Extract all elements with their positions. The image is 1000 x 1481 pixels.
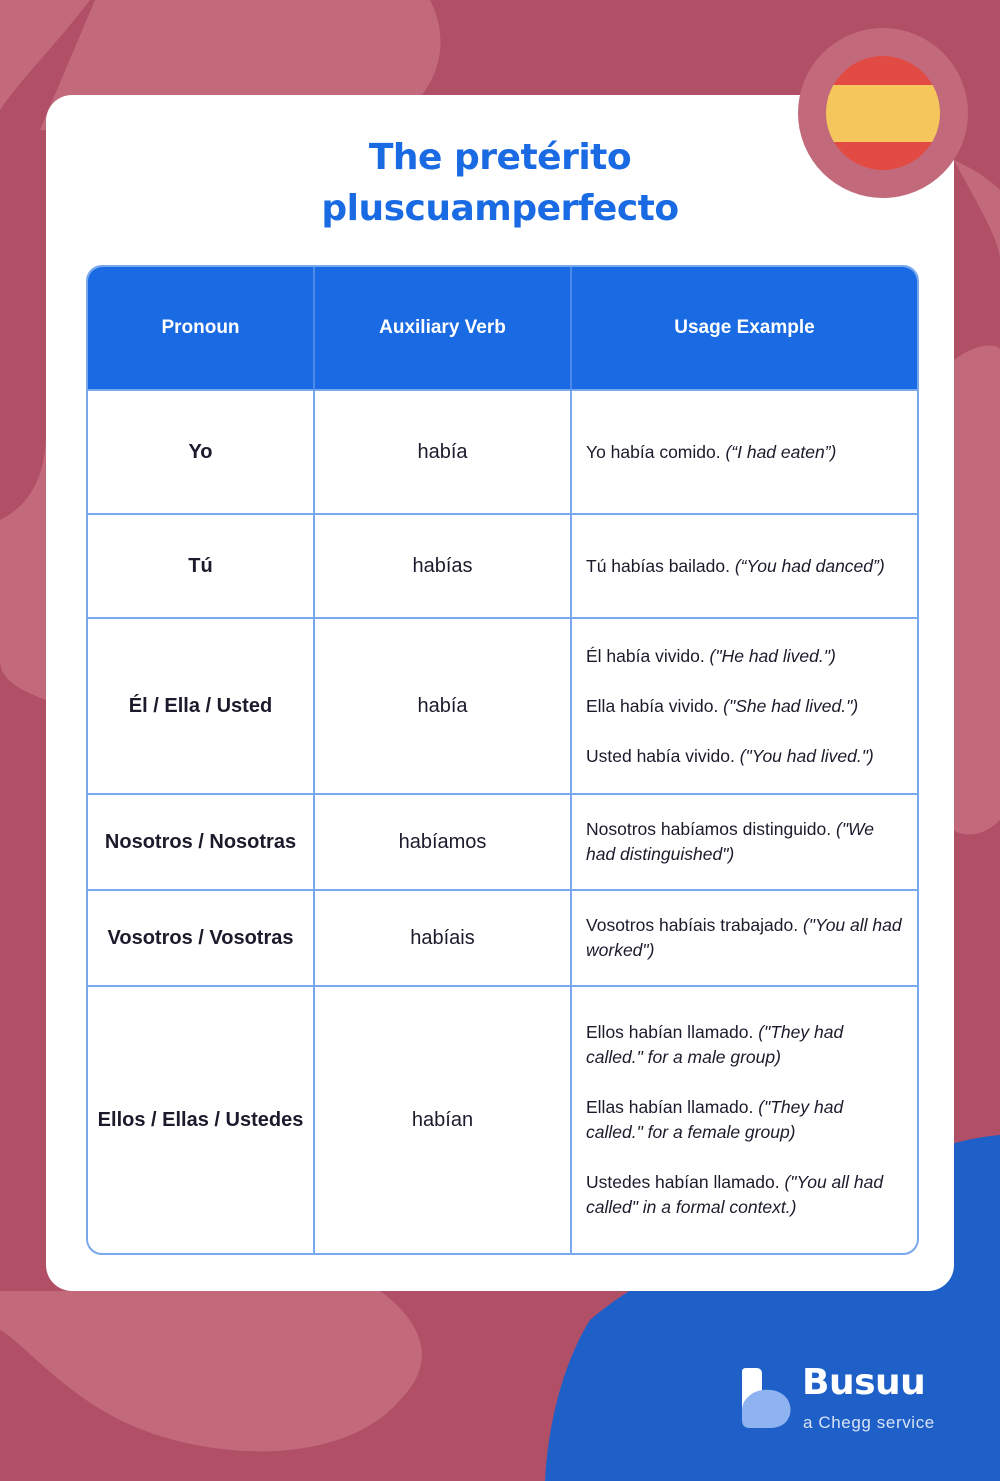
header-pronoun: Pronoun — [88, 267, 315, 391]
header-auxiliary-verb: Auxiliary Verb — [315, 267, 572, 391]
example-text: Yo había comido. (“I had eaten”) — [586, 441, 837, 462]
table-row — [88, 619, 917, 795]
bg-blob-right-mid — [954, 346, 1000, 835]
auxiliary-cell: había — [315, 619, 572, 795]
bg-blob-left — [0, 430, 46, 700]
busuu-logo-icon — [740, 1368, 792, 1428]
table-row — [88, 515, 917, 619]
table-header-row — [88, 267, 917, 391]
example-text: Usted había vivido. ("You had lived.") — [586, 745, 874, 766]
example-cell — [572, 795, 917, 891]
example-text: Ustedes habían llamado. ("You all had called" in a formal context.) — [586, 1172, 884, 1217]
auxiliary-cell: habían — [315, 987, 572, 1253]
auxiliary-cell: habíais — [315, 891, 572, 987]
example-text: Él había vivido. ("He had lived.") — [586, 645, 836, 666]
busuu-logo — [740, 1362, 960, 1438]
example-text: Tú habías bailado. (“You had danced”) — [586, 555, 885, 576]
table-row — [88, 795, 917, 891]
page-title — [46, 132, 954, 234]
table-row — [88, 391, 917, 515]
pronoun-cell: Yo — [88, 391, 315, 515]
example-text: Ellas habían llamado. ("They had called." for a female group) — [586, 1097, 844, 1142]
example-text: Vosotros habíais trabajado. ("You all had worked") — [586, 915, 902, 960]
example-text: Ellos habían llamado. ("They had called." for a male group) — [586, 1022, 844, 1067]
example-cell — [572, 515, 917, 619]
pronoun-cell: Nosotros / Nosotras — [88, 795, 315, 891]
pronoun-cell: Él / Ella / Usted — [88, 619, 315, 795]
conjugation-table — [86, 265, 919, 1255]
brand-name: Busuu — [802, 1362, 926, 1403]
pronoun-cell: Vosotros / Vosotras — [88, 891, 315, 987]
auxiliary-cell: habíamos — [315, 795, 572, 891]
pronoun-cell: Tú — [88, 515, 315, 619]
example-cell — [572, 891, 917, 987]
table-row — [88, 891, 917, 987]
title-line-1: The pretérito — [368, 137, 632, 178]
example-cell — [572, 619, 917, 795]
table-row — [88, 987, 917, 1253]
bg-blob-right-top — [954, 160, 1000, 260]
example-cell — [572, 391, 917, 515]
example-cell — [572, 987, 917, 1253]
brand-subtitle: a Chegg service — [803, 1413, 935, 1432]
auxiliary-cell: habías — [315, 515, 572, 619]
title-line-2: pluscuamperfecto — [321, 188, 679, 229]
auxiliary-cell: había — [315, 391, 572, 515]
header-usage-example: Usage Example — [572, 267, 917, 391]
bg-blob-bottom-left — [0, 1291, 422, 1451]
example-text: Nosotros habíamos distinguido. ("We had distinguished") — [586, 819, 874, 864]
example-text: Ella había vivido. ("She had lived.") — [586, 695, 859, 716]
pronoun-cell: Ellos / Ellas / Ustedes — [88, 987, 315, 1253]
